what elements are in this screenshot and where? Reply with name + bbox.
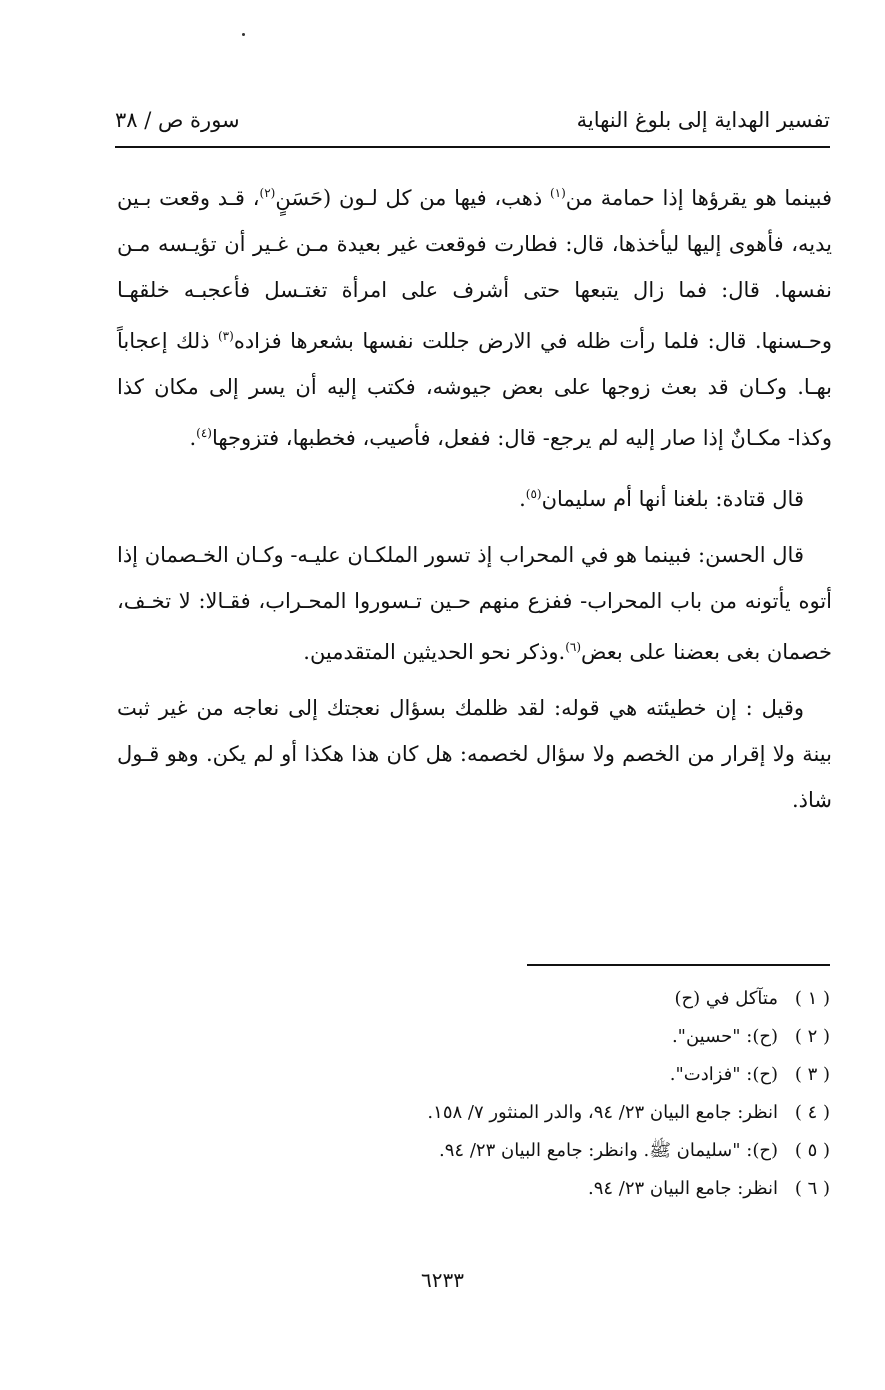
footnote (330, 1136, 830, 1174)
footnote-number: ( ٥ ) (794, 1140, 830, 1161)
footnote (330, 1098, 830, 1136)
text-run: . (189, 426, 197, 450)
footnote-ref-6: (٦) (565, 640, 582, 654)
footnote-separator (527, 964, 830, 966)
footnote (330, 984, 830, 1022)
footnote-number: ( ٤ ) (794, 1102, 830, 1123)
text-run: ، قـد وقعت بـين يديه، فأهوى إليها ليأخذها، قال: فطارت فوقعت غير بعيدة مـن غـير أن تؤيـسه مـن نفسها. قال: فما زال يتبعها حتى أشرف على امرأة تغتـسل فأعجبـه خلقهـا وحـسنها. قال: فلما رأت ظله في الارض جللت نفسها بشعرها فزاده (117, 186, 832, 353)
footnote (330, 1060, 830, 1098)
footnote-number: ( ٢ ) (794, 1026, 830, 1047)
footnote-text: (ح): "حسين". (671, 1026, 778, 1047)
main-text (117, 170, 832, 823)
footnote (330, 1174, 830, 1212)
text-run: .وذكر نحو الحديثين المتقدمين. (303, 640, 566, 664)
footnote (330, 1022, 830, 1060)
footnote-text: انظر: جامع البيان ٢٣/ ٩٤، والدر المنثور ٧/ ١٥٨. (427, 1102, 778, 1123)
paragraph-3 (117, 532, 832, 675)
text-run: فبينما هو يقرؤها إذا حمامة من (565, 186, 832, 210)
paragraph-2 (117, 471, 832, 522)
text-run: قال الحسن: فبينما هو في المحراب إذ تسور الملكـان عليـه- وكـان الخـصمان إذا أتوه يأتونه من باب المحراب- ففزع منهم حـين تـسوروا المحـراب، فقـالا: لا تخـف، خصمان بغى بعضنا على بعض (117, 543, 832, 664)
paragraph-4: وقيل : إن خطيئته هي قوله: لقد ظلمك بسؤال نعجتك إلى نعاجه من غير ثبت بينة ولا إقرار من الخصم ولا سؤال لخصمه: هل كان هذا هكذا أو لم يكن. وهو قـول شاذ. (117, 696, 832, 812)
footnote-ref-1: (١) (549, 186, 566, 200)
footnote-ref-5: (٥) (525, 487, 542, 501)
text-run: ذلك إعجاباً بهـا. وكـان قد بعث زوجها على بعض جيوشه، فكتب إليه أن يسر إلى مكان كذا وكذا- مكـانٌ إذا صار إليه لم يرجع- قال: ففعل، فأصيب، فخطبها، فتزوجها (117, 329, 832, 450)
text-run: ذهب، فيها من كل لـون (حَسَنٍ (275, 186, 550, 210)
footnote-text: (ح): "سليمان ﷺ. وانظر: جامع البيان ٢٣/ ٩٤. (439, 1140, 778, 1161)
paragraph-1 (117, 170, 832, 461)
page-number: ٦٢٣٣ (421, 1268, 464, 1292)
footnote-text: (ح): "فزادت". (669, 1064, 778, 1085)
footnote-number: ( ١ ) (794, 988, 830, 1009)
footnote-ref-3: (٣) (217, 329, 234, 343)
surah-label: سورة ص / ٣٨ (115, 108, 240, 132)
footnote-text: انظر: جامع البيان ٢٣/ ٩٤. (587, 1178, 778, 1199)
running-header (115, 108, 830, 142)
header-rule (115, 146, 830, 148)
scan-speck (242, 33, 245, 36)
footnotes (330, 984, 830, 1212)
text-run: قال قتادة: بلغنا أنها أم سليمان (541, 487, 804, 511)
footnote-text: متآكل في (ح) (674, 988, 778, 1009)
footnote-number: ( ٦ ) (794, 1178, 830, 1199)
footnote-ref-4: (٤) (196, 426, 212, 440)
book-title: تفسير الهداية إلى بلوغ النهاية (576, 108, 830, 132)
footnote-number: ( ٣ ) (794, 1064, 830, 1085)
footnote-ref-2: (٢) (259, 186, 276, 200)
text-run: . (519, 487, 526, 511)
